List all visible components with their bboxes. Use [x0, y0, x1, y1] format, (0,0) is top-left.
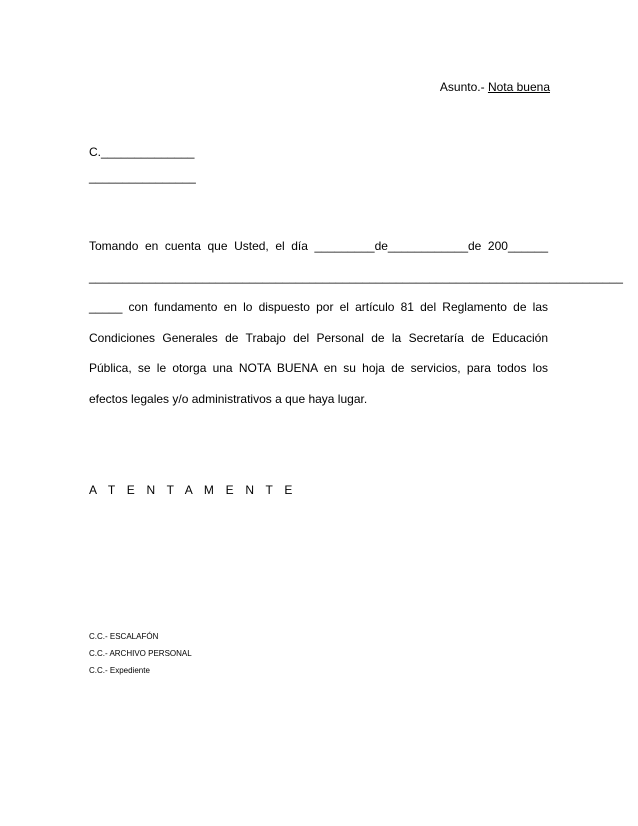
subject-value: Nota buena — [487, 80, 550, 94]
body-line: Tomando en cuenta que Usted, el día _________de____________de 200______ — [89, 239, 548, 253]
body-line: efectos legales y/o administrativos a que haya lugar. — [89, 391, 368, 406]
body-line: _____ con fundamento en lo dispuesto por el artículo 81 del Reglamento de las — [89, 300, 548, 314]
subject-line — [440, 80, 550, 94]
addressee-line-2: ________________ — [89, 170, 196, 184]
closing-salutation: A T E N T A M E N T E — [89, 483, 297, 497]
body-line: Condiciones Generales de Trabajo del Personal de la Secretaría de Educación — [89, 330, 548, 345]
body-line: Pública, se le otorga una NOTA BUENA en su hoja de servicios, para todos los — [89, 361, 548, 375]
cc-line: C.C.- ARCHIVO PERSONAL — [89, 649, 192, 658]
body-line: ________________________________________________________________________________ — [89, 269, 623, 284]
body-paragraph — [89, 231, 623, 414]
subject-prefix: Asunto.- — [439, 80, 488, 94]
addressee-line-1: C.______________ — [89, 145, 195, 159]
cc-line: C.C.- Expediente — [89, 666, 150, 675]
cc-line: C.C.- ESCALAFÓN — [89, 632, 159, 641]
